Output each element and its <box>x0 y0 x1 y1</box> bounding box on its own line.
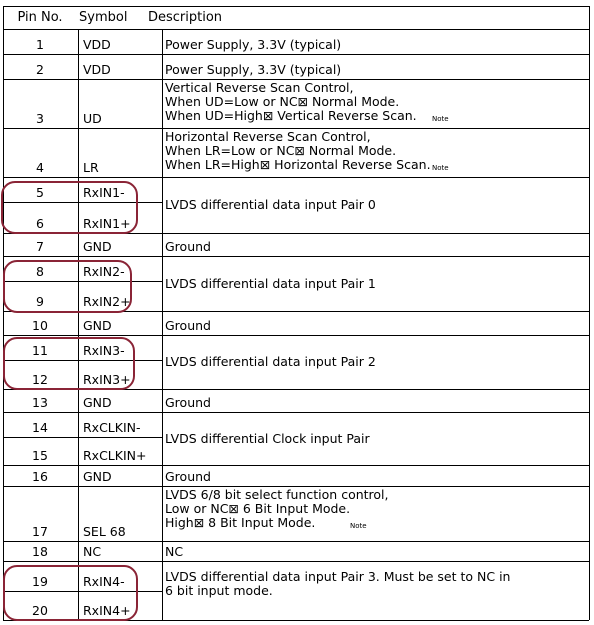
note-marker: Note <box>432 164 449 172</box>
pin-description: Vertical Reverse Scan Control, <box>165 80 354 95</box>
pin-number: 5 <box>36 185 44 200</box>
pin-number: 19 <box>32 574 48 589</box>
note-marker: Note <box>432 115 449 123</box>
header-description: Description <box>148 10 223 25</box>
pin-description: LVDS differential data input Pair 3. Must be set to NC in <box>165 569 511 584</box>
pin-description: When UD=High⊠ Vertical Reverse Scan. <box>165 108 417 123</box>
highlight-oval <box>3 337 135 390</box>
pin-description: Ground <box>165 395 211 410</box>
pin-symbol: RxIN2+ <box>83 294 131 309</box>
pin-number: 10 <box>32 318 48 333</box>
pin-number: 14 <box>32 420 48 435</box>
header-pin-no: Pin No. <box>17 10 63 25</box>
pin-number: 18 <box>32 544 48 559</box>
pin-description: LVDS differential Clock input Pair <box>165 430 370 446</box>
pin-number: 2 <box>36 62 44 77</box>
pin-description: NC <box>165 544 184 559</box>
pin-description: High⊠ 8 Bit Input Mode. <box>165 515 316 530</box>
table-rule <box>3 541 589 542</box>
pin-description: Ground <box>165 239 211 254</box>
table-rule <box>3 6 589 7</box>
pin-symbol: GND <box>83 239 112 254</box>
table-rule <box>78 29 79 620</box>
table-rule <box>3 335 589 336</box>
pin-description: Power Supply, 3.3V (typical) <box>165 62 342 77</box>
pin-description: Power Supply, 3.3V (typical) <box>165 37 342 52</box>
pin-symbol: RxIN4+ <box>83 603 131 618</box>
pin-number: 15 <box>32 448 48 463</box>
table-rule <box>3 54 589 55</box>
pin-description: Ground <box>165 318 211 333</box>
pin-description: Horizontal Reverse Scan Control, <box>165 129 371 144</box>
pin-symbol: RxIN1- <box>83 185 125 200</box>
pin-symbol: SEL 68 <box>83 524 126 539</box>
pin-description: Ground <box>165 469 211 484</box>
table-rule <box>3 256 589 257</box>
pin-number: 20 <box>32 603 48 618</box>
pin-symbol: UD <box>83 111 102 126</box>
pin-symbol: NC <box>83 544 102 559</box>
highlight-oval <box>3 565 138 621</box>
pin-symbol: GND <box>83 469 112 484</box>
pin-symbol: RxCLKIN- <box>83 420 141 435</box>
pin-symbol: RxIN1+ <box>83 216 131 231</box>
pin-description: LVDS differential data input Pair 0 <box>165 197 376 212</box>
pin-number: 17 <box>32 524 48 539</box>
table-rule <box>3 465 589 466</box>
pin-number: 11 <box>32 343 48 358</box>
pin-description: When LR=Low or NC⊠ Normal Mode. <box>165 143 397 158</box>
pin-description: When UD=Low or NC⊠ Normal Mode. <box>165 94 400 109</box>
pin-symbol: RxCLKIN+ <box>83 448 147 463</box>
pin-description: Low or NC⊠ 6 Bit Input Mode. <box>165 501 351 516</box>
pin-symbol: RxIN2- <box>83 264 125 279</box>
pin-description: When LR=High⊠ Horizontal Reverse Scan. <box>165 157 431 172</box>
pin-symbol: GND <box>83 318 112 333</box>
table-rule <box>3 177 589 178</box>
table-rule <box>162 29 163 620</box>
header-symbol: Symbol <box>79 10 128 25</box>
pin-description: 6 bit input mode. <box>165 583 273 598</box>
pin-description: LVDS differential data input Pair 1 <box>165 275 376 291</box>
table-rule <box>589 6 590 620</box>
pin-symbol: RxIN3- <box>83 343 125 358</box>
pin-number: 7 <box>36 239 44 254</box>
pin-number: 8 <box>36 264 44 279</box>
pin-number: 3 <box>36 111 44 126</box>
table-rule <box>3 412 589 413</box>
note-marker: Note <box>350 522 367 530</box>
pin-symbol: RxIN3+ <box>83 372 131 387</box>
pin-number: 16 <box>32 469 48 484</box>
highlight-oval <box>1 181 138 234</box>
table-rule <box>3 437 162 438</box>
table-rule <box>3 561 589 562</box>
pin-number: 13 <box>32 395 48 410</box>
table-rule <box>3 29 589 30</box>
pin-symbol: LR <box>83 160 99 175</box>
pin-symbol: VDD <box>83 62 111 77</box>
pin-symbol: GND <box>83 395 112 410</box>
pin-number: 1 <box>36 37 44 52</box>
pin-description: LVDS differential data input Pair 2 <box>165 354 376 369</box>
pin-symbol: VDD <box>83 37 111 52</box>
pin-number: 12 <box>32 372 48 387</box>
pin-number: 9 <box>36 294 44 309</box>
pin-number: 6 <box>36 216 44 231</box>
pin-symbol: RxIN4- <box>83 574 125 589</box>
pin-number: 4 <box>36 160 44 175</box>
pin-description: LVDS 6/8 bit select function control, <box>165 487 389 502</box>
highlight-oval <box>3 260 132 313</box>
